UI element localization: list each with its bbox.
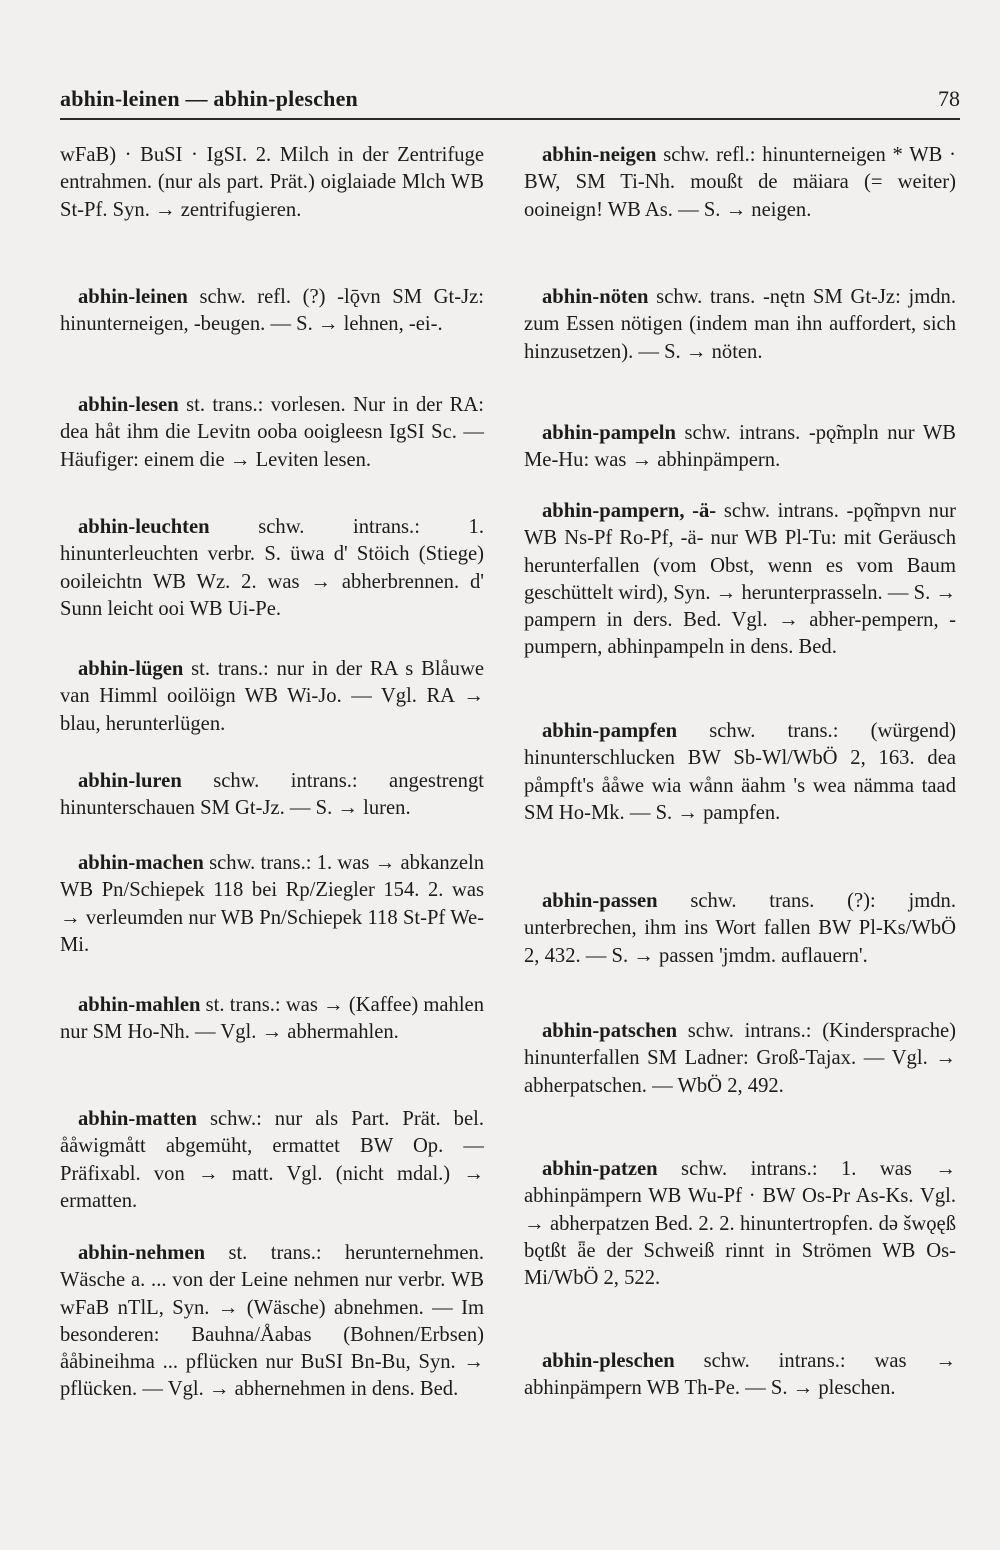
entry: abhin-mahlen st. trans.: was → (Kaffee) mahlen nur SM Ho-Nh. — Vgl. → abhermahlen. — [60, 994, 484, 1044]
entry: abhin-pampeln schw. intrans. -pǫ̃mpln nur WB Me-Hu: was → abhinpämpern. — [524, 422, 956, 472]
running-title: abhin-leinen — abhin-pleschen — [60, 86, 358, 111]
entry: abhin-nöten schw. trans. -nętn SM Gt-Jz: jmdn. zum Essen nötigen (indem man ihn auffordert, sich hinzusetzen). — S. → nöten. — [524, 286, 956, 363]
entry: abhin-neigen schw. refl.: hinunterneigen * WB · BW, SM Ti-Nh. moußt de mäiara (= weiter) ooineign! WB As. — S. → neigen. — [524, 144, 956, 221]
headword: abhin-leuchten — [78, 516, 210, 538]
headword: abhin-nehmen — [78, 1242, 206, 1264]
headword: abhin-patschen — [542, 1020, 678, 1042]
headword: abhin-passen — [542, 890, 658, 912]
entry: abhin-lesen st. trans.: vorlesen. Nur in der RA: dea håt ihm die Levitn ooba ooigleesn IgSI Sc. — Häufiger: einem die → Leviten lesen. — [60, 394, 484, 471]
entry: abhin-machen schw. trans.: 1. was → abkanzeln WB Pn/Schiepek 118 bei Rp/Ziegler 154. 2. was → verleumden nur WB Pn/Schiepek 118 St-Pf We-Mi. — [60, 852, 484, 956]
headword: abhin-patzen — [542, 1158, 658, 1180]
headword: abhin-pampeln — [542, 422, 676, 444]
headword: abhin-luren — [78, 770, 182, 792]
headword: abhin-pampern, -ä- — [542, 500, 717, 522]
entry: abhin-pampfen schw. trans.: (würgend) hinunterschlucken BW Sb-Wl/WbÖ 2, 163. dea påmpft's ååwe wia wånn äahm 's wea nämma taad SM Ho-Mk. — S. → pampfen. — [524, 720, 956, 824]
headword: abhin-nöten — [542, 286, 649, 308]
entry: abhin-passen schw. trans. (?): jmdn. unterbrechen, ihm ins Wort fallen BW Pl-Ks/WbÖ 2, 432. — S. → passen 'jmdm. auflauern'. — [524, 890, 956, 967]
headword: abhin-neigen — [542, 144, 657, 166]
running-header — [60, 82, 960, 120]
headword: abhin-lügen — [78, 658, 184, 680]
headword: abhin-mahlen — [78, 994, 201, 1016]
entry: abhin-leuchten schw. intrans.: 1. hinunterleuchten verbr. S. üwa d' Stöich (Stiege) ooileichtn WB Wz. 2. was → abherbrennen. d' Sunn leicht ooi WB Ui-Pe. — [60, 516, 484, 620]
entry: abhin-nehmen st. trans.: herunternehmen. Wäsche a. ... von der Leine nehmen nur verbr. WB wFaB nTlL, Syn. → (Wäsche) abnehmen. — Im besonderen: Bauhna/Åabas (Bohnen/Erbsen) ååbineihma ... pflücken nur BuSI Bn-Bu, Syn. → pflücken. — Vgl. → abhernehmen in dens. Bed. — [60, 1242, 484, 1401]
entry: abhin-patzen schw. intrans.: 1. was → abhinpämpern WB Wu-Pf · BW Os-Pr As-Ks. Vgl. → abherpatzen Bed. 2. 2. hinuntertropfen. də šwǫęß bǫtßt ǟe der Schweiß rinnt in Strömen WB Os-Mi/WbÖ 2, 522. — [524, 1158, 956, 1290]
page-number: 78 — [938, 86, 960, 111]
headword: abhin-pampfen — [542, 720, 678, 742]
headword: abhin-machen — [78, 852, 204, 874]
entry: abhin-lügen st. trans.: nur in der RA s Blåuwe van Himml ooilöign WB Wi-Jo. — Vgl. RA → blau, herunterlügen. — [60, 658, 484, 735]
entry: abhin-luren schw. intrans.: angestrengt hinunterschauen SM Gt-Jz. — S. → luren. — [60, 770, 484, 820]
entry: abhin-patschen schw. intrans.: (Kindersprache) hinunterfallen SM Ladner: Groß-Tajax. — Vgl. → abherpatschen. — WbÖ 2, 492. — [524, 1020, 956, 1097]
entry: abhin-pampern, -ä- schw. intrans. -pǫ̃mpvn nur WB Ns-Pf Ro-Pf, -ä- nur WB Pl-Tu: mit Geräusch herunterfallen (vom Obst, wenn es vom Baum geschüttelt wird), Syn. → herunterprasseln. — S. → pampern in ders. Bed. Vgl. → abher-pempern, -pumpern, abhinpampeln in dens. Bed. — [524, 500, 956, 659]
headword: abhin-pleschen — [542, 1350, 675, 1372]
entry: abhin-pleschen schw. intrans.: was → abhinpämpern WB Th-Pe. — S. → pleschen. — [524, 1350, 956, 1400]
headword: abhin-matten — [78, 1108, 197, 1130]
headword: abhin-lesen — [78, 394, 179, 416]
headword: abhin-leinen — [78, 286, 188, 308]
entry: abhin-leinen schw. refl. (?) -lǭvn SM Gt-Jz: hinunterneigen, -beugen. — S. → lehnen, -ei-. — [60, 286, 484, 336]
entry-continuation: wFaB) · BuSI · IgSI. 2. Milch in der Zentrifuge entrahmen. (nur als part. Prät.) oiglaiade Mlch WB St-Pf. Syn. → zentrifugieren. — [60, 144, 484, 221]
entry: abhin-matten schw.: nur als Part. Prät. bel. ååwigmått abgemüht, ermattet BW Op. — Präfixabl. von → matt. Vgl. (nicht mdal.) → ermatten. — [60, 1108, 484, 1212]
